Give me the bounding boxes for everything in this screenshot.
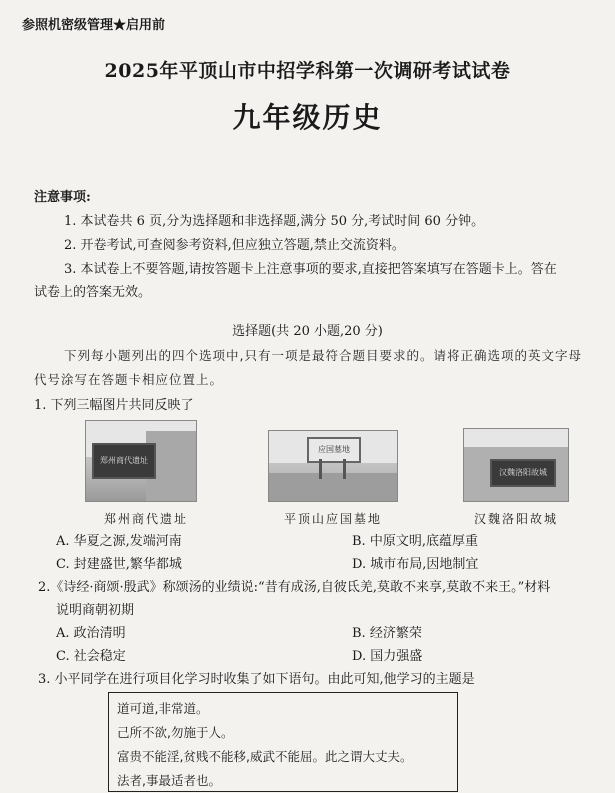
exam-title: 2025年平顶山市中招学科第一次调研考试试卷 — [104, 60, 511, 82]
quote-line-3: 富贵不能淫,贫贱不能移,威武不能屈。此之谓大丈夫。 — [117, 749, 413, 764]
q2-option-c: C. 社会稳定 — [56, 649, 126, 664]
photo-caption-2: 平顶山应国墓地 — [284, 512, 383, 526]
q1-option-c: C. 封建盛世,繁华都城 — [56, 557, 182, 572]
q2-option-a: A. 政治清明 — [56, 626, 126, 641]
photo-caption-3: 汉魏洛阳故城 — [474, 512, 559, 526]
note-item-3-cont: 试卷上的答案无效。 — [34, 285, 152, 300]
photo-caption-1: 郑州商代遗址 — [104, 512, 189, 526]
note-item-3: 3. 本试卷上不要答题,请按答题卡上注意事项的要求,直接把答案填写在答题卡上。答在 — [64, 262, 557, 277]
confidentiality-label: 参照机密级管理★启用前 — [22, 18, 166, 33]
note-item-1: 1. 本试卷共 6 页,分为选择题和非选择题,满分 50 分,考试时间 60 分钟。 — [64, 214, 485, 229]
note-item-2: 2. 开卷考试,可查阅参考资料,但应独立答题,禁止交流资料。 — [64, 238, 405, 253]
quote-line-4: 法者,事最适者也。 — [117, 773, 221, 788]
photo-sign-3: 汉魏洛阳故城 — [490, 459, 556, 487]
section-instruction: 下列每小题列出的四个选项中,只有一项是最符合题目要求的。请将正确选项的英文字母 — [64, 348, 582, 363]
q2-option-d: D. 国力强盛 — [352, 649, 423, 664]
q1-option-a: A. 华夏之源,发端河南 — [56, 534, 182, 549]
quote-box — [108, 692, 458, 792]
photo-ying-cemetery — [268, 430, 398, 502]
q2-option-b: B. 经济繁荣 — [352, 626, 422, 641]
question-2-stem-cont: 说明商朝初期 — [56, 603, 135, 618]
quote-line-1: 道可道,非常道。 — [117, 701, 209, 716]
photo-sign-2: 应国墓地 — [307, 437, 361, 463]
photo-zhengzhou-site — [85, 420, 197, 502]
question-1-stem: 1. 下列三幅图片共同反映了 — [34, 398, 194, 413]
question-2-stem: 2.《诗经·商颂·殷武》称颂汤的业绩说:“昔有成汤,自彼氐羌,莫敢不来享,莫敢不来王。”材料 — [38, 580, 551, 595]
subject-title: 九年级历史 — [232, 101, 383, 134]
question-3-stem: 3. 小平同学在进行项目化学习时收集了如下语句。由此可知,他学习的主题是 — [38, 672, 475, 687]
section-title: 选择题(共 20 小题,20 分) — [232, 324, 383, 339]
section-instruction-cont: 代号涂写在答题卡相应位置上。 — [34, 372, 224, 387]
photo-sign-1: 郑州商代遗址 — [92, 443, 156, 479]
quote-line-2: 己所不欲,勿施于人。 — [117, 725, 234, 740]
q1-option-b: B. 中原文明,底蕴厚重 — [352, 534, 478, 549]
photo-luoyang-city — [463, 428, 569, 502]
notes-title: 注意事项: — [34, 190, 91, 205]
q1-option-d: D. 城市布局,因地制宜 — [352, 557, 479, 572]
